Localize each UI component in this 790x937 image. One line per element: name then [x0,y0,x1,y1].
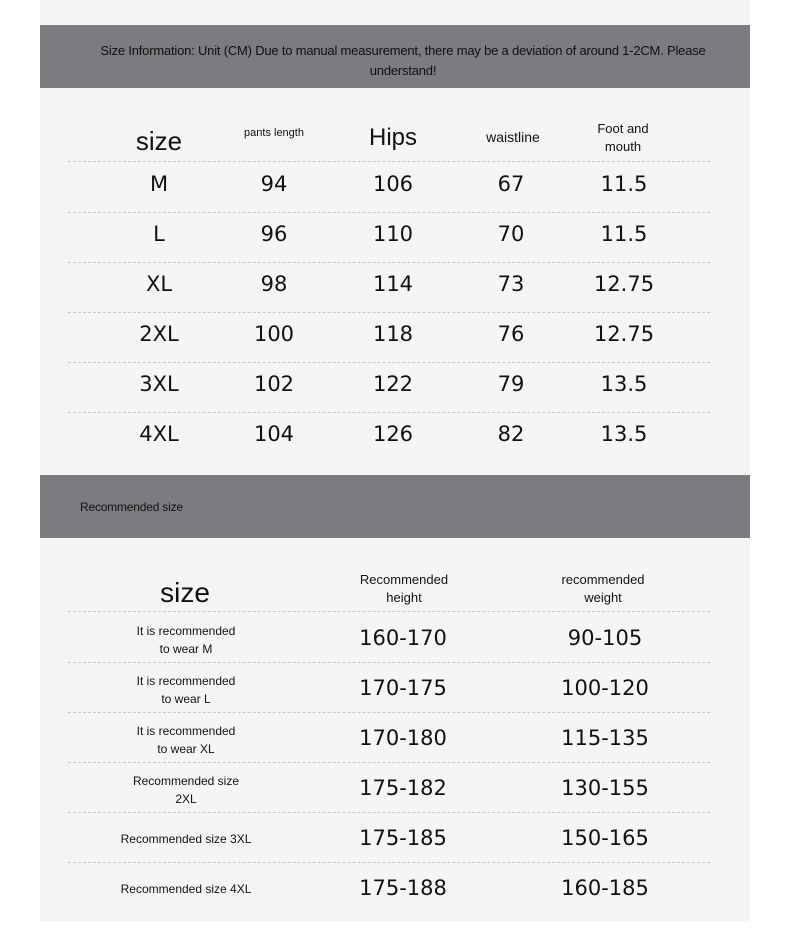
size-info-text: Size Information: Unit (CM) Due to manual measurement, there may be a deviation of around 1-2CM. Please understand! [100,43,706,78]
t1-cell-size: 3XL [139,372,179,396]
t2-cell-weight: 130-155 [561,776,649,800]
t1-cell-pants-length: 98 [260,272,288,296]
t2-cell-size-label: Recommended size 2XL [132,774,240,806]
t2-cell-height: 175-188 [359,876,447,900]
t2-row-divider [68,862,710,863]
t2-row-divider [68,712,710,713]
t2-divider [68,611,710,612]
t2-cell-size-label: Recommended size 3XL [120,832,252,846]
t1-cell-foot-mouth: 13.5 [600,372,648,396]
t2-cell-weight: 115-135 [561,726,649,750]
t1-cell-waistline: 70 [497,222,525,246]
t2-cell-size-label: It is recommended to wear M [136,624,236,656]
recommended-size-title: Recommended size [80,500,183,514]
t2-cell-weight: 150-165 [561,826,649,850]
t1-header-waistline: waistline [486,129,540,145]
t1-cell-foot-mouth: 11.5 [600,222,648,246]
t1-cell-hips: 110 [372,222,414,246]
t2-header-height: Recommended height [359,572,449,605]
t2-cell-height: 170-175 [359,676,447,700]
t1-cell-hips: 114 [372,272,414,296]
t1-cell-hips: 106 [372,172,414,196]
t1-cell-size: L [153,222,165,246]
t1-cell-foot-mouth: 13.5 [600,422,648,446]
t2-row-divider [68,812,710,813]
t1-cell-waistline: 76 [497,322,525,346]
t1-cell-size: 4XL [139,422,179,446]
t1-row-divider [68,412,710,413]
t2-row-divider [68,762,710,763]
t2-cell-weight: 160-185 [561,876,649,900]
t2-row-divider [68,662,710,663]
t1-cell-pants-length: 104 [253,422,295,446]
t1-row-divider [68,262,710,263]
t2-cell-weight: 90-105 [567,626,643,650]
t1-cell-waistline: 79 [497,372,525,396]
t1-cell-waistline: 82 [497,422,525,446]
size-info-banner [40,25,750,88]
t2-cell-height: 170-180 [359,726,447,750]
t2-cell-size-label: It is recommended to wear XL [136,724,236,756]
t1-cell-pants-length: 102 [253,372,295,396]
t1-cell-hips: 122 [372,372,414,396]
t2-cell-height: 175-185 [359,826,447,850]
t1-header-foot-mouth: Foot and mouth [597,121,649,154]
t2-header-weight: recommended weight [561,572,645,605]
t1-row-divider [68,312,710,313]
t1-cell-hips: 118 [372,322,414,346]
size-chart-page [40,0,750,922]
t1-cell-pants-length: 96 [260,222,288,246]
t2-header-size: size [160,577,210,608]
t2-cell-height: 175-182 [359,776,447,800]
t1-cell-pants-length: 94 [260,172,288,196]
t1-cell-foot-mouth: 12.75 [593,272,655,296]
t1-cell-size: M [149,172,169,196]
t1-header-hips: Hips [368,124,418,151]
t1-cell-pants-length: 100 [253,322,295,346]
t1-row-divider [68,362,710,363]
t2-cell-size-label: Recommended size 4XL [120,882,252,896]
t1-cell-waistline: 67 [497,172,525,196]
t1-cell-foot-mouth: 11.5 [600,172,648,196]
t1-cell-hips: 126 [372,422,414,446]
t1-cell-size: XL [145,272,173,296]
t1-cell-waistline: 73 [497,272,525,296]
t1-cell-foot-mouth: 12.75 [593,322,655,346]
t2-cell-weight: 100-120 [561,676,649,700]
t1-cell-size: 2XL [139,322,179,346]
t1-header-size: size [135,126,183,156]
t1-row-divider [68,212,710,213]
recommended-size-banner [40,475,750,538]
t1-divider [68,161,710,162]
t2-cell-height: 160-170 [359,626,447,650]
t2-cell-size-label: It is recommended to wear L [136,674,236,706]
t1-header-pants-length: pants length [244,127,304,139]
